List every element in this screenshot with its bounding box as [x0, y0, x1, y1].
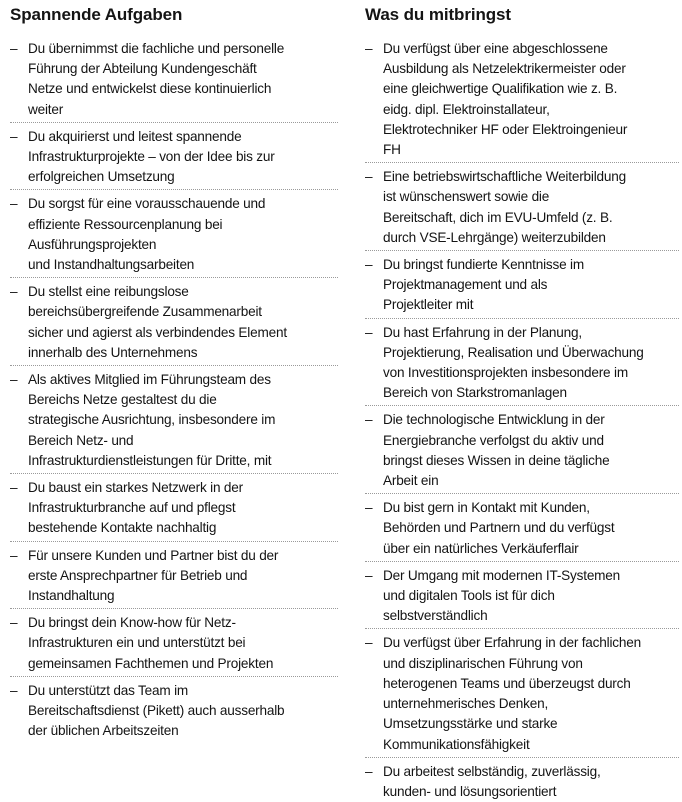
dash-bullet: –	[10, 615, 18, 631]
list-item-text: Du arbeitest selbständig, zuverlässig, kunden- und lösungsorientiert	[383, 763, 601, 799]
list-item-text: Für unsere Kunden und Partner bist du der erste Ansprechpartner für Betrieb und Instandhaltung	[28, 547, 279, 604]
list-item-text: Du sorgst für eine vorausschauende und effiziente Ressourcenplanung bei Ausführungsprojekten und Instandhaltungsarbeiten	[28, 196, 266, 273]
dash-bullet: –	[365, 257, 373, 273]
list-item	[365, 561, 679, 627]
dash-bullet: –	[10, 372, 18, 388]
dash-bullet: –	[10, 41, 18, 56]
list-item	[10, 365, 338, 471]
list-item-text: Du bringst fundierte Kenntnisse im Projektmanagement und als Projektleiter mit	[383, 257, 584, 313]
tasks-column	[10, 4, 338, 742]
list-item-text: Du hast Erfahrung in der Planung, Projektierung, Realisation und Überwachung von Investitionsprojekten insbesondere im Bereich von Starkstromanlagen	[383, 324, 644, 401]
list-item	[10, 541, 338, 607]
list-item-text: Du verfügst über eine abgeschlossene Ausbildung als Netzelektrikermeister oder eine gleichwertige Qualifikation wie z. B. eidg. dipl. Elektroinstallateur, Elektrotechniker HF oder Elektroingenieur FH	[383, 41, 628, 158]
list-item	[10, 39, 338, 120]
list-item-text: Du bringst dein Know-how für Netz- Infrastrukturen ein und unterstützt bei gemeinsamen Fachthemen und Projekten	[28, 615, 274, 671]
list-item-text: Die technologische Entwicklung in der Energiebranche verfolgst du aktiv und bringst dieses Wissen in deine tägliche Arbeit ein	[383, 412, 610, 489]
dash-bullet: –	[365, 500, 373, 516]
requirements-heading: Was du mitbringst	[365, 5, 511, 24]
dash-bullet: –	[10, 284, 18, 300]
list-item-text: Du akquirierst und leitest spannende Infrastrukturprojekte – von der Idee bis zur erfolgreichen Umsetzung	[28, 128, 275, 185]
list-item	[10, 608, 338, 674]
list-item-text: Du übernimmst die fachliche und personelle Führung der Abteilung Kundengeschäft Netze und entwickelst diese kontinuierlich weiter	[28, 41, 285, 117]
tasks-list	[10, 39, 338, 742]
list-item-text: Als aktives Mitglied im Führungsteam des Bereichs Netze gestaltest du die strategische Ausrichtung, insbesondere im Bereich Netz- und Infrastrukturdienstleistungen für Dritte, mit	[28, 372, 276, 468]
list-item	[365, 162, 679, 248]
list-item	[10, 189, 338, 275]
list-item	[10, 277, 338, 363]
dash-bullet: –	[365, 41, 373, 56]
dash-bullet: –	[365, 412, 373, 428]
list-item	[10, 676, 338, 742]
list-item	[10, 122, 338, 188]
dash-bullet: –	[365, 567, 373, 583]
dash-bullet: –	[365, 169, 373, 185]
list-item-text: Du unterstützt das Team im Bereitschaftsdienst (Pikett) auch ausserhalb der üblichen Arbeitszeiten	[28, 682, 285, 739]
list-item-text: Eine betriebswirtschaftliche Weiterbildung ist wünschenswert sowie die Bereitschaft, dich im EVU-Umfeld (z. B. durch VSE-Lehrgänge) weiterzubilden	[383, 169, 626, 245]
list-item	[365, 250, 679, 316]
dash-bullet: –	[10, 196, 18, 212]
dash-bullet: –	[365, 635, 373, 651]
dash-bullet: –	[365, 763, 373, 779]
list-item-text: Der Umgang mit modernen IT-Systemen und digitalen Tools ist für dich selbstverständlich	[383, 567, 621, 624]
dash-bullet: –	[365, 324, 373, 340]
list-item	[365, 757, 679, 802]
dash-bullet: –	[10, 547, 18, 563]
dash-bullet: –	[10, 480, 18, 496]
requirements-column	[365, 4, 679, 802]
list-item-text: Du bist gern in Kontakt mit Kunden, Behörden und Partnern und du verfügst über ein natürliches Verkäuferflair	[383, 500, 615, 556]
list-item-text: Du stellst eine reibungslose bereichsübergreifende Zusammenarbeit sicher und agierst als verbindendes Element innerhalb des Unternehmens	[28, 284, 287, 360]
list-item	[365, 405, 679, 491]
dash-bullet: –	[10, 682, 18, 698]
list-item	[365, 39, 679, 160]
requirements-list	[365, 39, 679, 802]
list-item-text: Du verfügst über Erfahrung in der fachlichen und disziplinarischen Führung von heterogenen Teams und überzeugst durch unternehmerisches Denken, Umsetzungsstärke und starke Kommunikationsfähigkeit	[383, 635, 641, 752]
list-item	[365, 318, 679, 404]
list-item	[365, 493, 679, 559]
dash-bullet: –	[10, 128, 18, 144]
list-item	[365, 628, 679, 754]
tasks-heading: Spannende Aufgaben	[10, 5, 183, 24]
list-item-text: Du baust ein starkes Netzwerk in der Infrastrukturbranche auf und pflegst bestehende Kontakte nachhaltig	[28, 480, 243, 536]
list-item	[10, 473, 338, 539]
